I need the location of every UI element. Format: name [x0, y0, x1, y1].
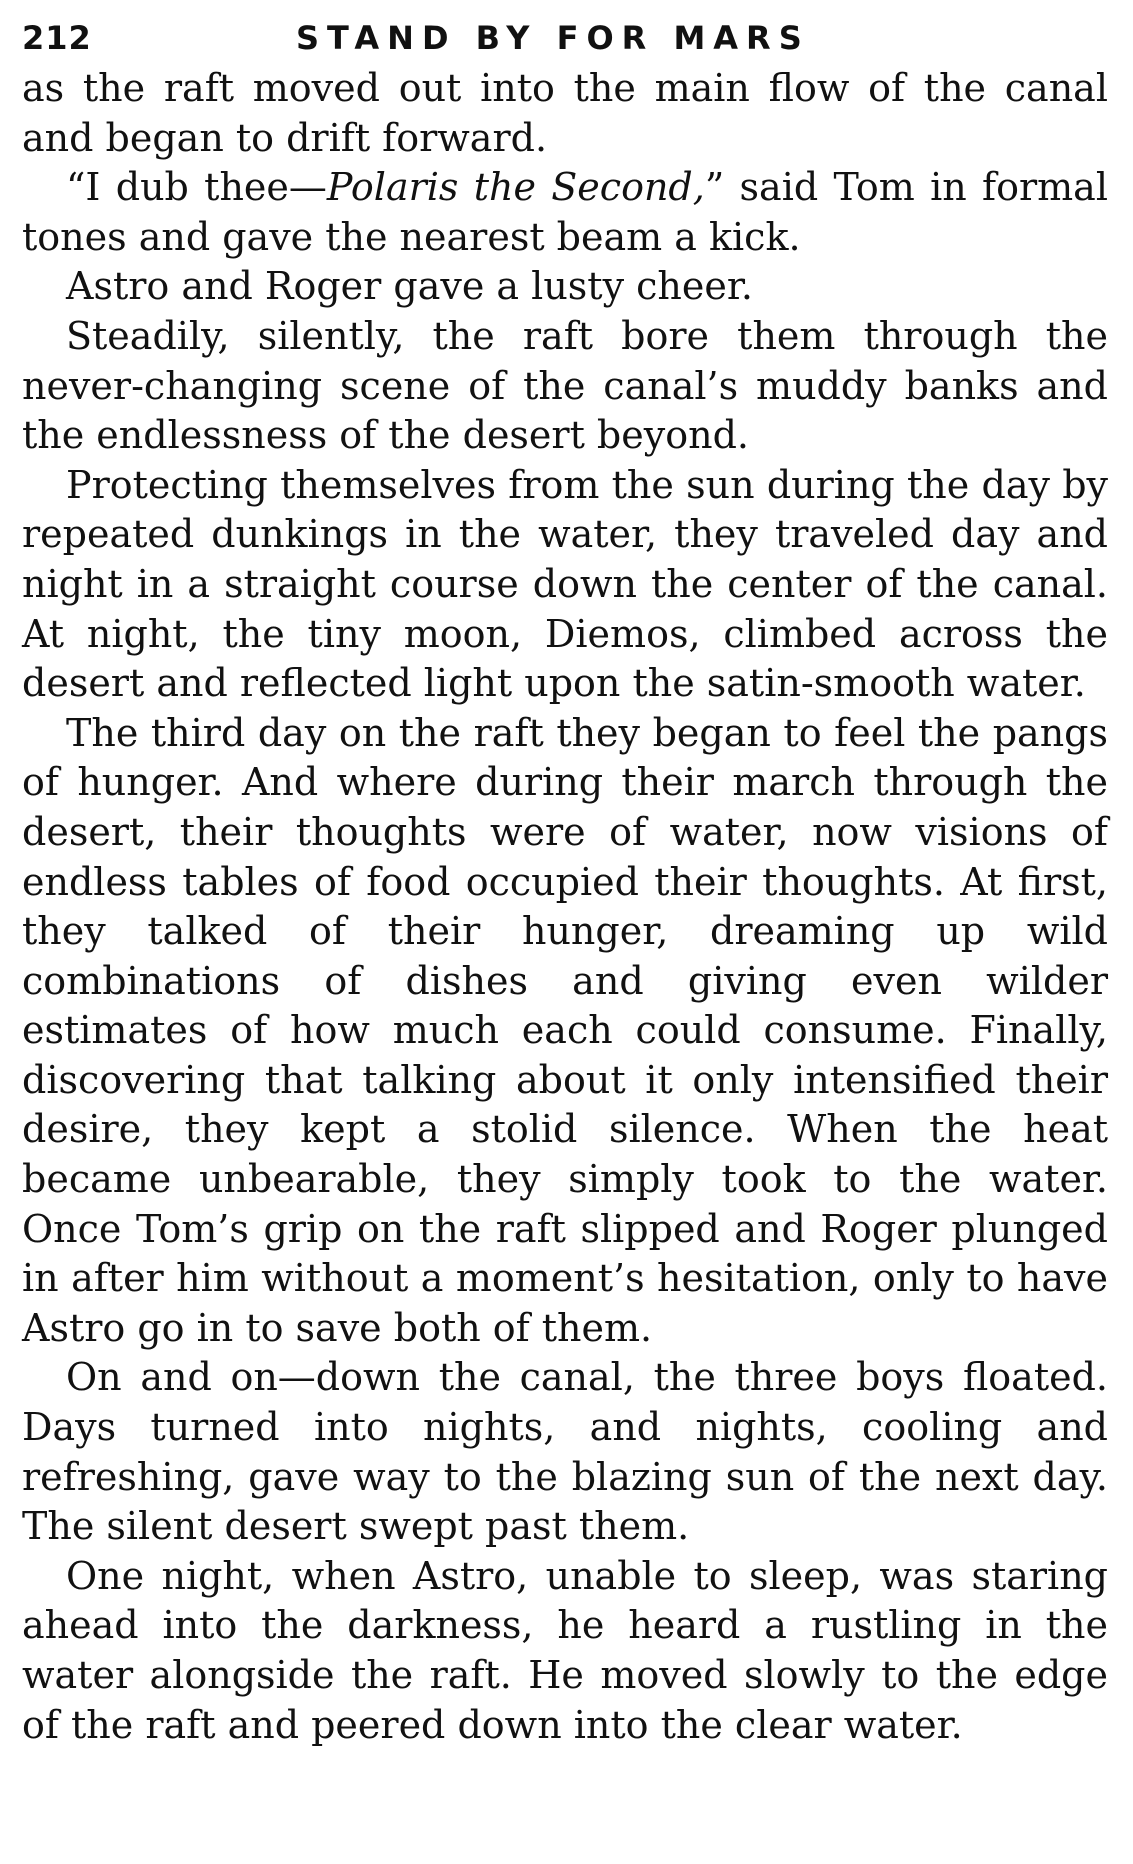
page-number: 212 — [22, 19, 92, 57]
paragraph: Steadily, silently, the raft bore them through the never-changing scene of the canal’s muddy banks and the endlessness of the desert beyond. — [22, 313, 1108, 458]
paragraph: The third day on the raft they began to feel the pangs of hunger. And where during their march through the desert, their thoughts were of water, now visions of endless tables of food occupied their thoughts. At first, they talked of their hunger, dreaming up wild combinations of dishes and giving even wilder estimates of how much each could consume. Finally, discovering that talking about it only intensified their desire, they kept a stolid silence. When the heat became unbearable, they simply took to the water. Once Tom’s grip on the raft slipped and Roger plunged in after him without a moment’s hesitation, only to have Astro go in to save both of them. — [22, 710, 1108, 1350]
paragraph: On and on—down the canal, the three boys floated. Days turned into nights, and nights, cooling and refreshing, gave way to the blazing sun of the next day. The silent desert swept past them. — [22, 1355, 1108, 1549]
body-text — [22, 64, 1108, 1750]
paragraph: One night, when Astro, unable to sleep, was staring ahead into the darkness, he heard a rustling in the water alongside the raft. He moved slowly to the edge of the raft and peered down into the clear water. — [22, 1553, 1108, 1747]
paragraph-continued: as the raft moved out into the main flow of the canal and began to drift forward. — [22, 66, 1108, 160]
ship-name-italic: Polaris the Second, — [326, 165, 705, 210]
dialogue-opening: “I dub thee— — [66, 165, 327, 210]
book-page — [22, 14, 1108, 1750]
dialogue-closing: ” said Tom in formal tones and gave the nearest beam a kick. — [22, 165, 1108, 259]
paragraph: Astro and Roger gave a lusty cheer. — [66, 264, 753, 309]
book-title: STAND BY FOR MARS — [296, 19, 810, 57]
paragraph: Protecting themselves from the sun during the day by repeated dunkings in the water, they traveled day and night in a straight course down the center of the canal. At night, the tiny moon, Diemos, climbed across the desert and reflected light upon the satin-smooth water. — [22, 462, 1108, 706]
running-head — [22, 14, 1108, 64]
paragraph-dialogue — [22, 163, 1108, 262]
